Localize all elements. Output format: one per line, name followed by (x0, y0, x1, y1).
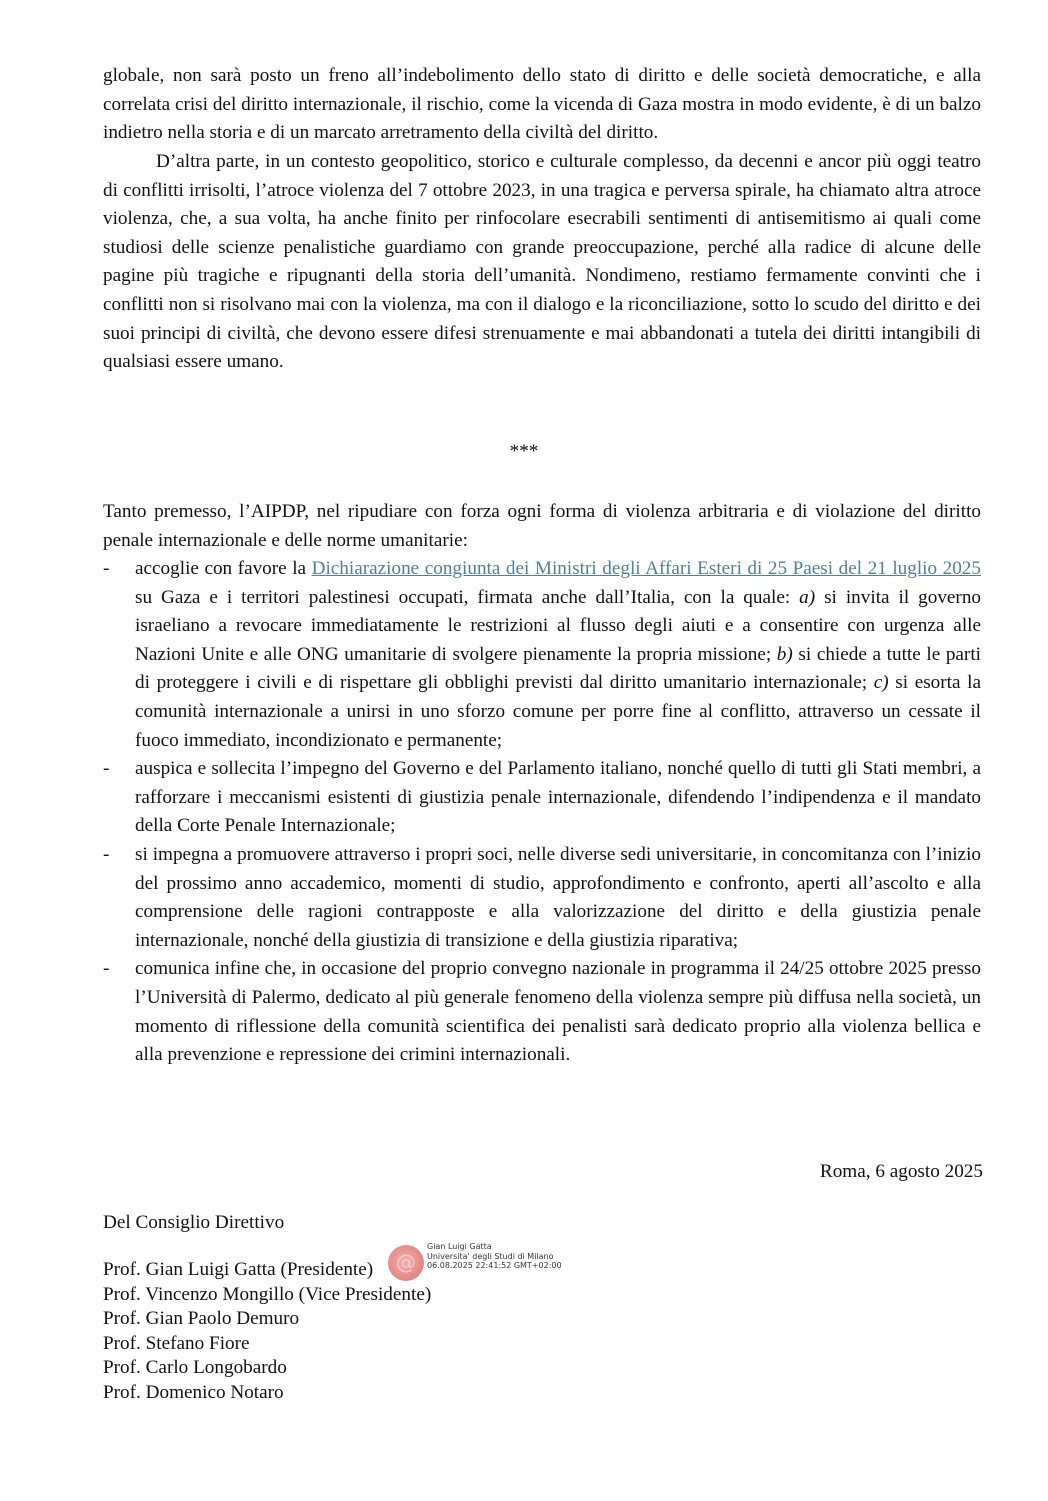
place-date: Roma, 6 agosto 2025 (819, 1161, 983, 1182)
resolution-list (103, 555, 981, 1070)
member-president: Prof. Gian Luigi Gatta (Presidente) (103, 1259, 374, 1280)
list-item (103, 755, 981, 841)
digital-signature[interactable] (388, 1242, 588, 1285)
list-item-text: si impegna a promuovere attraverso i propri soci, nelle diverse sedi universitarie, in concomitanza con l’inizio del prossimo anno accademico, momenti di studio, approfondimento e confronto, aperti all’ascolto e alla comprensione delle ragioni contrapposte e alla valorizzazione del diritto e della giustizia penale internazionale, nonché della giustizia di transizione e della giustizia riparativa; (135, 843, 981, 951)
signature-details (427, 1242, 562, 1271)
point-c-label: c) (873, 672, 889, 694)
list-item-text: si chiede a tutte le parti di proteggere i civili e di rispettare gli obblighi previsti dal diritto umanitario internazionale; (135, 643, 981, 694)
list-dash: - (103, 958, 110, 980)
council-heading: Del Consiglio Direttivo (103, 1212, 285, 1233)
list-item-text: auspica e sollecita l’impegno del Governo e del Parlamento italiano, nonché quello di tutti gli Stati membri, a rafforzare i meccanismi esistenti di giustizia penale internazionale, difendendo l’indipendenza e il mandato della Corte Penale Internazionale; (135, 758, 981, 837)
list-item-text: si esorta la comunità internazionale a unirsi in uno sforzo comune per porre fine al conflitto, attraverso un cessate il fuoco immediato, incondizionato e permanente; (135, 672, 981, 751)
point-a-label: a) (799, 586, 816, 608)
list-item (103, 955, 981, 1069)
list-item (103, 555, 981, 755)
paragraph-context: D’altra parte, in un contesto geopolitico, storico e culturale complesso, da decenni e ancor più oggi teatro di conflitti irrisolti, l’atroce violenza del 7 ottobre 2023, in una tragica e perversa spirale, ha chiamato altra atroce violenza, che, a sua volta, ha anche finito per rinfocolare esecrabili sentimenti di antisemitismo ai quali come studiosi delle scienze penalistiche guardiamo con grande preoccupazione, perché alla radice di alcune delle pagine più tragiche e ripugnanti della storia dell’umanità. Nondimeno, restiamo fermamente convinti che i conflitti non si risolvano mai con la violenza, ma con il dialogo e la riconciliazione, sotto lo scudo del diritto e dei suoi principi di civiltà, che devono essere difesi strenuamente e mai abbandonati a tutela dei diritti intangibili di qualsiasi essere umano. (103, 151, 981, 373)
signature-timestamp: 06.08.2025 22:41:52 GMT+02:00 (427, 1261, 562, 1270)
point-b-label: b) (776, 643, 793, 665)
member: Prof. Gian Paolo Demuro (103, 1308, 300, 1330)
section-separator: *** (509, 441, 539, 462)
signer-name: Gian Luigi Gatta (427, 1242, 492, 1251)
paragraph-continuation: globale, non sarà posto un freno all’indebolimento dello stato di diritto e delle società democratiche, e alla correlata crisi del diritto internazionale, il rischio, come la vicenda di Gaza mostra in modo evidente, è di un balzo indietro nella storia e di un marcato arretramento della civiltà del diritto. (103, 65, 981, 144)
member: Prof. Stefano Fiore (103, 1332, 250, 1354)
paragraph-premise: Tanto premesso, l’AIPDP, nel ripudiare con forza ogni forma di violenza arbitraria e di violazione del diritto penale internazionale e delle norme umanitarie: (103, 501, 981, 551)
seal-at-symbol: @ (396, 1250, 416, 1274)
member: Prof. Carlo Longobardo (103, 1357, 287, 1379)
declaration-link[interactable]: Dichiarazione congiunta dei Ministri degli Affari Esteri di 25 Paesi del 21 luglio 2025 (311, 558, 981, 579)
member-vice-president: Prof. Vincenzo Mongillo (Vice Presidente) (103, 1283, 432, 1305)
list-item-text: comunica infine che, in occasione del proprio convegno nazionale in programma il 24/25 ottobre 2025 presso l’Università di Palermo, dedicato al più generale fenomeno della violenza sempre più diffusa nella società, un momento di riflessione della comunità scientifica dei penalisti sarà dedicato proprio alla violenza bellica e alla prevenzione e repressione dei crimini internazionali. (135, 958, 981, 1066)
list-item-text: su Gaza e i territori palestinesi occupati, firmata anche dall’Italia, con la quale: (135, 586, 800, 608)
list-item-text: accoglie con favore la (135, 558, 312, 579)
list-dash: - (103, 843, 110, 865)
signer-institution: Universita' degli Studi di Milano (427, 1251, 554, 1261)
list-dash: - (103, 558, 110, 579)
member: Prof. Domenico Notaro (103, 1381, 284, 1403)
list-item-text: si invita il governo israeliano a revocare immediatamente le restrizioni al flusso degli aiuti e a consentire con urgenza alle Nazioni Unite e alle ONG umanitarie di svolgere pienamente la propria missione; (135, 586, 982, 665)
list-dash: - (103, 758, 110, 780)
list-item (103, 841, 981, 955)
